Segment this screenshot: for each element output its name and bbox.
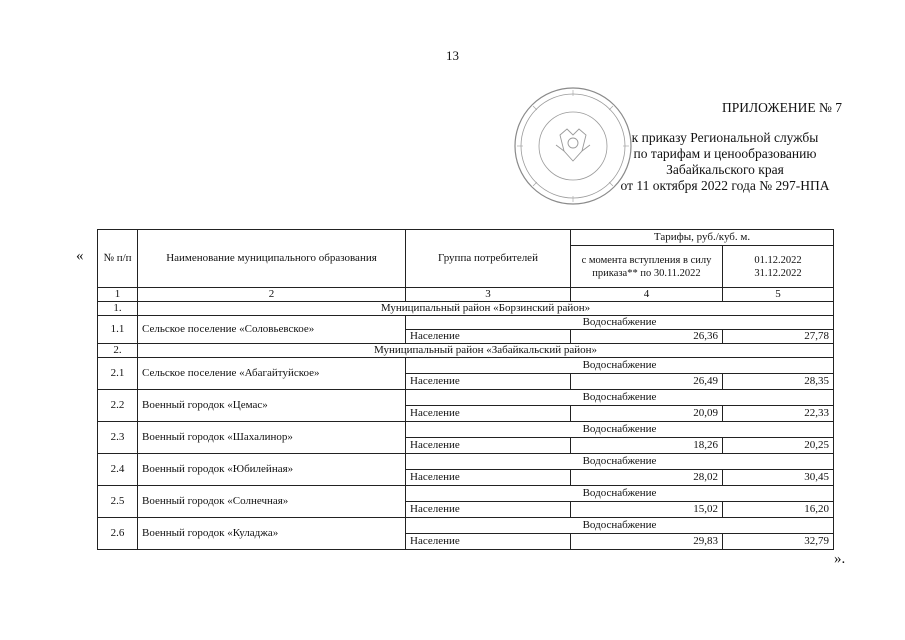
- closing-quote: ».: [834, 551, 846, 567]
- row-tariff-1: 15,02: [571, 502, 723, 518]
- row-name: Военный городок «Шахалинор»: [138, 422, 406, 454]
- row-num: 1.1: [98, 316, 138, 344]
- row-tariff-2: 20,25: [723, 438, 834, 454]
- row-num: 2.3: [98, 422, 138, 454]
- row-tariff-2: 27,78: [723, 330, 834, 344]
- column-number: 1: [98, 288, 138, 302]
- table-row: [98, 316, 834, 330]
- row-tariff-2: 22,33: [723, 406, 834, 422]
- row-tariff-1: 29,83: [571, 534, 723, 550]
- header-period-1: с момента вступления в силу приказа** по 30.11.2022: [571, 246, 723, 288]
- table-row: [98, 518, 834, 534]
- row-group: Население: [406, 502, 571, 518]
- tariff-table: [97, 229, 834, 550]
- row-service: Водоснабжение: [406, 358, 834, 374]
- appendix-title: ПРИЛОЖЕНИЕ № 7: [721, 100, 842, 115]
- row-service: Водоснабжение: [406, 422, 834, 438]
- row-name: Военный городок «Юбилейная»: [138, 454, 406, 486]
- row-num: 2.4: [98, 454, 138, 486]
- page-number: 13: [446, 48, 459, 63]
- section-title: Муниципальный район «Борзинский район»: [138, 302, 834, 316]
- row-service: Водоснабжение: [406, 518, 834, 534]
- row-group: Население: [406, 330, 571, 344]
- row-num: 2.2: [98, 390, 138, 422]
- opening-quote: «: [76, 248, 84, 264]
- header-group: Группа потребителей: [406, 230, 571, 288]
- row-tariff-2: 28,35: [723, 374, 834, 390]
- row-name: Военный городок «Куладжа»: [138, 518, 406, 550]
- table-row: [98, 422, 834, 438]
- column-number: 5: [723, 288, 834, 302]
- row-group: Население: [406, 406, 571, 422]
- section-row: [98, 302, 834, 316]
- column-number: 4: [571, 288, 723, 302]
- header-tariffs: Тарифы, руб./куб. м.: [571, 230, 834, 246]
- row-num: 2.5: [98, 486, 138, 518]
- table-row: [98, 454, 834, 470]
- header-line: по тарифам и ценообразованию: [633, 146, 817, 161]
- row-num: 2.6: [98, 518, 138, 550]
- row-group: Население: [406, 374, 571, 390]
- table-row: [98, 486, 834, 502]
- section-num: 1.: [98, 302, 138, 316]
- row-name: Сельское поселение «Абагайтуйское»: [138, 358, 406, 390]
- row-tariff-1: 26,49: [571, 374, 723, 390]
- row-name: Сельское поселение «Соловьевское»: [138, 316, 406, 344]
- row-group: Население: [406, 438, 571, 454]
- row-tariff-1: 28,02: [571, 470, 723, 486]
- row-name: Военный городок «Цемас»: [138, 390, 406, 422]
- row-tariff-2: 16,20: [723, 502, 834, 518]
- column-number: 3: [406, 288, 571, 302]
- row-service: Водоснабжение: [406, 390, 834, 406]
- row-tariff-2: 32,79: [723, 534, 834, 550]
- table-row: [98, 358, 834, 374]
- header-line: Забайкальского края: [666, 162, 784, 177]
- row-tariff-1: 20,09: [571, 406, 723, 422]
- section-title: Муниципальный район «Забайкальский район»: [138, 344, 834, 358]
- row-service: Водоснабжение: [406, 486, 834, 502]
- row-group: Население: [406, 534, 571, 550]
- header-period-2-start: 01.12.2022: [754, 254, 802, 266]
- row-group: Население: [406, 470, 571, 486]
- header-period-2: [723, 246, 834, 288]
- header-period-2-end: 31.12.2022: [754, 267, 802, 279]
- section-row: [98, 344, 834, 358]
- row-service: Водоснабжение: [406, 316, 834, 330]
- header-num: № п/п: [98, 230, 138, 288]
- row-name: Военный городок «Солнечная»: [138, 486, 406, 518]
- row-tariff-2: 30,45: [723, 470, 834, 486]
- row-service: Водоснабжение: [406, 454, 834, 470]
- header-line: от 11 октября 2022 года № 297-НПА: [620, 178, 830, 193]
- row-num: 2.1: [98, 358, 138, 390]
- table-row: [98, 390, 834, 406]
- section-num: 2.: [98, 344, 138, 358]
- row-tariff-1: 18,26: [571, 438, 723, 454]
- column-number: 2: [138, 288, 406, 302]
- row-tariff-1: 26,36: [571, 330, 723, 344]
- header-name: Наименование муниципального образования: [138, 230, 406, 288]
- appendix-header: [560, 100, 890, 194]
- header-line: к приказу Региональной службы: [631, 130, 819, 145]
